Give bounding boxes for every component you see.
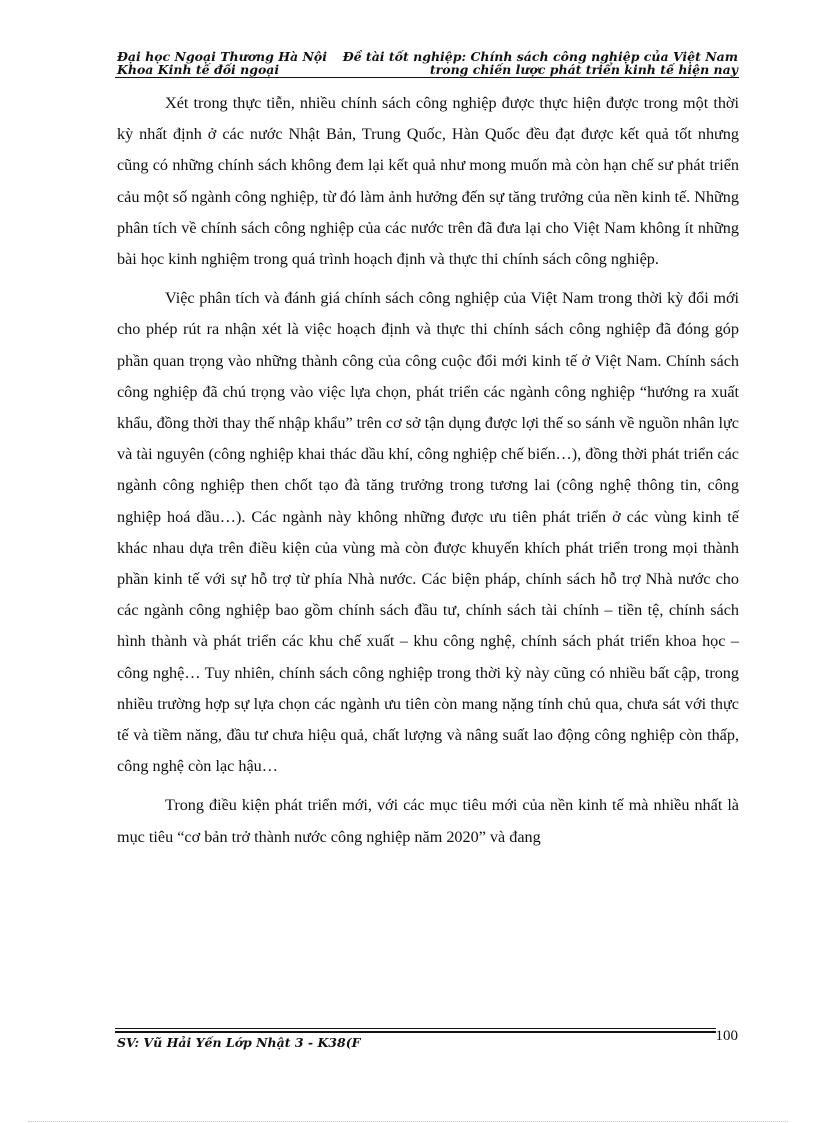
header-thesis-title: Đề tài tốt nghiệp: Chính sách công nghiệp của Việt Nam (342, 49, 738, 64)
page-number: 100 (715, 1028, 738, 1044)
footer-author: SV: Vũ Hải Yến Lớp Nhật 3 - K38(F (117, 1035, 361, 1050)
body-text (117, 88, 739, 861)
header-thesis-subtitle: trong chiến lược phát triển kinh tế hiện nay (429, 62, 738, 77)
paragraph-3: Trong điều kiện phát triển mới, với các mục tiêu mới của nền kinh tế mà nhiều nhất là mục tiêu “cơ bản trở thành nước công nghiệp năm 2020” và đang (117, 796, 739, 846)
header-university: Đại học Ngoại Thương Hà Nội (117, 49, 327, 64)
header-divider (115, 77, 739, 78)
paragraph-1: Xét trong thực tiễn, nhiều chính sách công nghiệp được thực hiện được trong một thời kỳ nhất định ở các nước Nhật Bản, Trung Quốc, Hàn Quốc đều đạt được kết quả tốt nhưng cũng có những chính sách không đem lại kết quả như mong muốn mà còn hạn chế sư phát triển cảu một số ngành công nghiệp, từ đó làm ảnh hưởng đến sự tăng trưởng của nền kinh tế. Những phân tích về chính sách công nghiệp của các nước trên đã đưa lại cho Việt Nam không ít những bài học kinh nghiệm trong quá trình hoạch định và thực thi chính sách công nghiệp. (117, 94, 739, 269)
header-faculty: Khoa Kinh tế đối ngoại (117, 62, 280, 77)
paragraph-2: Việc phân tích và đánh giá chính sách công nghiệp của Việt Nam trong thời kỳ đổi mới cho phép rút ra nhận xét là việc hoạch định và thực thi chính sách công nghiệp đã đóng góp phần quan trọng vào những thành công của công cuộc đổi mới kinh tế ở Việt Nam. Chính sách công nghiệp đã chú trọng vào việc lựa chọn, phát triển các ngành công nghiệp “hướng ra xuất khẩu, đồng thời thay thế nhập khẩu” trên cơ sở tận dụng được lợi thế so sánh về nguồn nhân lực và tài nguyên (công nghiệp khai thác dầu khí, công nghiệp chế biến…), đồng thời phát triển các ngành công nghiệp then chốt tạo đà tăng trưởng trong tương lai (công nghệ thông tin, công nghiệp hoá dầu…). Các ngành này không những được ưu tiên phát triển ở các vùng kinh tế khác nhau dựa trên điều kiện của vùng mà còn được khuyến khích phát triển trong mọi thành phần kinh tế với sự hỗ trợ từ phía Nhà nước. Các biện pháp, chính sách hỗ trợ Nhà nước cho các ngành công nghiệp bao gồm chính sách đầu tư, chính sách tài chính – tiền tệ, chính sách hình thành và phát triển các khu chế xuất – khu công nghệ, chính sách phát triển khoa học – công nghệ… Tuy nhiên, chính sách công nghiệp trong thời kỳ này cũng có nhiều bất cập, trong nhiều trường hợp sự lựa chọn các ngành ưu tiên còn mang nặng tính chủ qua, chưa sát với thực tế và tiềm năng, đầu tư chưa hiệu quả, chất lượng và nâng suất lao động công nghiệp còn thấp, công nghệ còn lạc hậu… (117, 289, 739, 776)
page-edge-divider (28, 1121, 788, 1122)
footer-divider-thin (115, 1028, 716, 1029)
footer-divider-thick (115, 1031, 716, 1033)
